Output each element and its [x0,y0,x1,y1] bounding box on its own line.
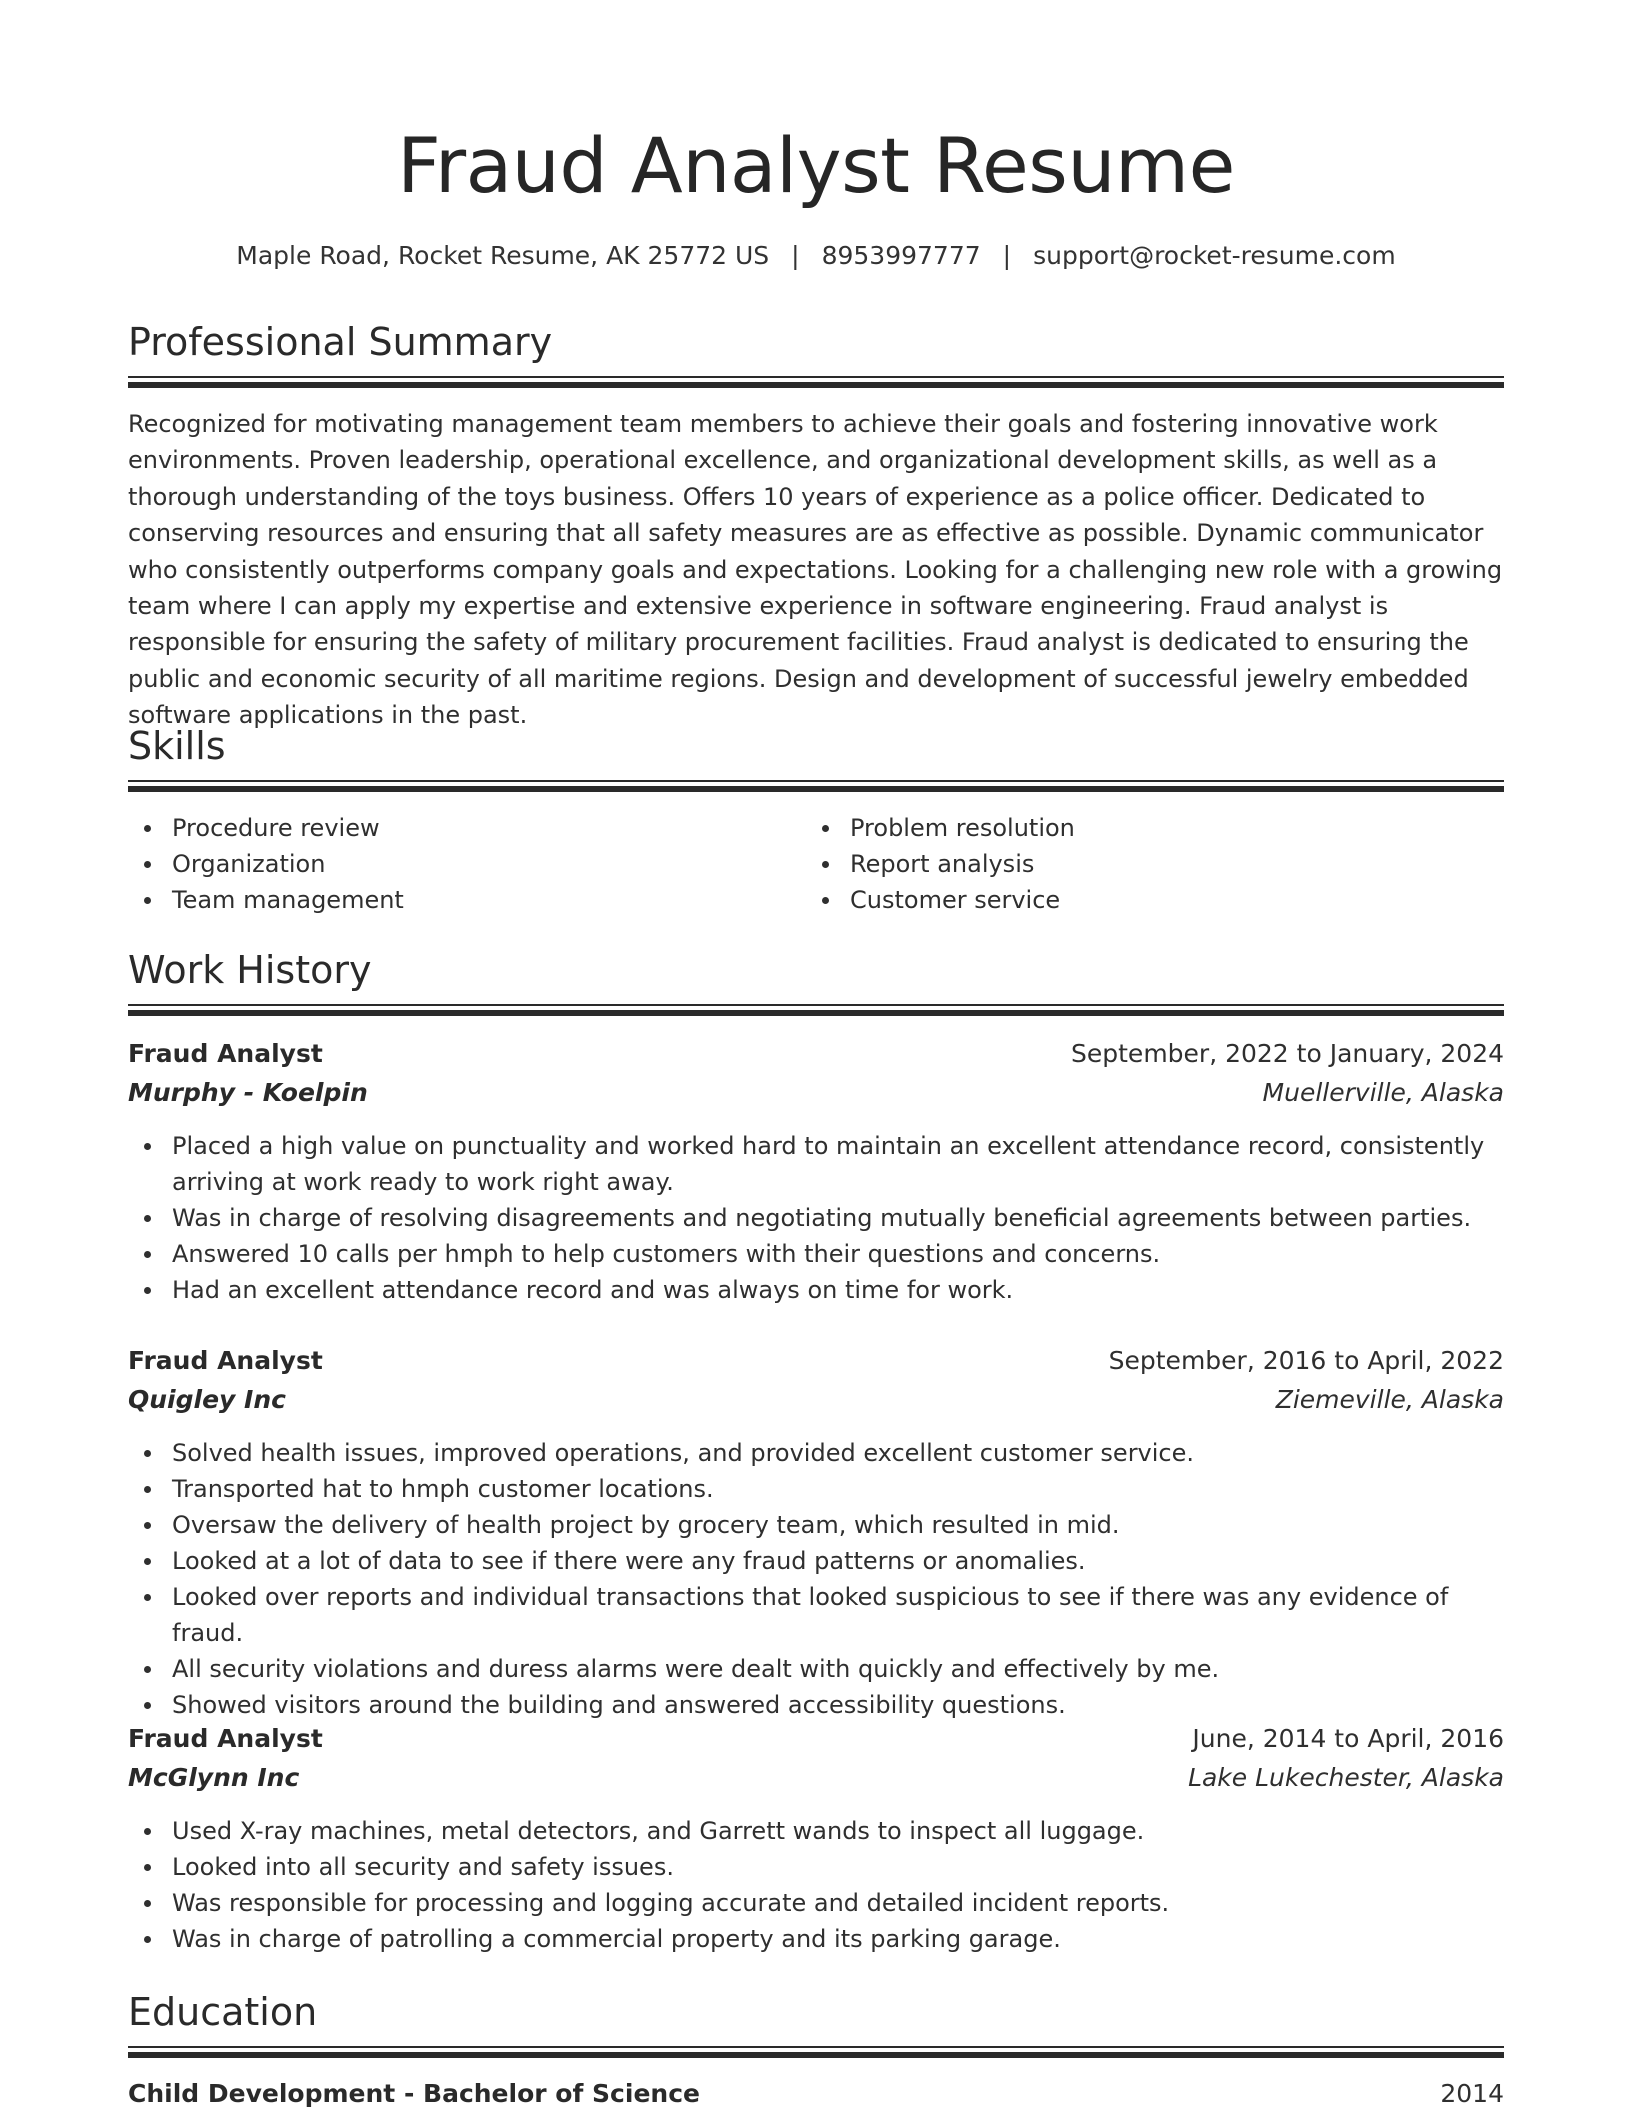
job-title: Fraud Analyst [128,1039,323,1068]
job-bullet: Was responsible for processing and logging accurate and detailed incident reports. [128,1885,1504,1921]
skill-item: Procedure review [128,810,788,846]
contact-address: Maple Road, Rocket Resume, AK 25772 US [236,241,770,270]
section-rule [128,376,1504,378]
section-title-work: Work History [128,948,372,992]
job-bullet: Had an excellent attendance record and was always on time for work. [128,1272,1504,1308]
job-company: McGlynn Inc [128,1763,300,1792]
summary-text: Recognized for motivating management team members to achieve their goals and fostering innovative work environments. Proven leadership, operational excellence, and organizational development skills, as well as a thorough understanding of the toys business. Offers 10 years of experience as a police officer. Dedicated to conserving resources and ensuring that all safety measures are as effective as possible. Dynamic communicator who consistently outperforms company goals and expectations. Looking for a challenging new role with a growing team where I can apply my expertise and extensive experience in software engineering. Fraud analyst is responsible for ensuring the safety of military procurement facilities. Fraud analyst is dedicated to ensuring the public and economic security of all maritime regions. Design and development of successful jewelry embedded software applications in the past. [128,410,1503,730]
section-rule [128,2046,1504,2048]
job-bullet: Solved health issues, improved operations, and provided excellent customer service. [128,1435,1504,1471]
job-dates: September, 2016 to April, 2022 [1108,1346,1504,1375]
job-company: Murphy - Koelpin [128,1078,368,1107]
section-rule [128,382,1504,388]
job-company: Quigley Inc [128,1385,286,1414]
skill-item: Report analysis [806,846,1466,882]
education-degree: Child Development - Bachelor of Science [128,2079,700,2108]
section-rule [128,780,1504,782]
contact-line [128,238,1504,274]
section-header-work [128,946,1504,994]
section-rule [128,2052,1504,2058]
education-year: 2014 [1440,2079,1504,2108]
job-dates: September, 2022 to January, 2024 [1071,1039,1504,1068]
resume-title: Fraud Analyst Resume [397,121,1235,210]
job-location: Ziemeville, Alaska [1275,1385,1504,1414]
contact-separator: | [791,241,800,270]
job-bullet: Was in charge of resolving disagreements and negotiating mutually beneficial agreements between parties. [128,1200,1504,1236]
job-title: Fraud Analyst [128,1346,323,1375]
job-bullet: Used X-ray machines, metal detectors, and Garrett wands to inspect all luggage. [128,1813,1504,1849]
job-bullet: Oversaw the delivery of health project by grocery team, which resulted in mid. [128,1507,1504,1543]
skill-item: Team management [128,882,788,918]
section-rule [128,1010,1504,1016]
section-rule [128,786,1504,792]
section-title-skills: Skills [128,724,226,768]
job-bullet: Looked over reports and individual transactions that looked suspicious to see if there was any evidence of fraud. [128,1579,1504,1651]
job-bullet: All security violations and duress alarms were dealt with quickly and effectively by me. [128,1651,1504,1687]
section-header-summary [128,318,1504,366]
contact-phone: 8953997777 [821,241,981,270]
job-dates: June, 2014 to April, 2016 [1192,1724,1504,1753]
skills-column-left [128,810,788,918]
job-entry [128,1721,1504,1957]
contact-email: support@rocket-resume.com [1033,241,1396,270]
section-header-skills [128,722,1504,770]
skill-item: Customer service [806,882,1466,918]
skills-column-right [806,810,1466,918]
job-bullet: Placed a high value on punctuality and worked hard to maintain an excellent attendance record, consistently arriving at work ready to work right away. [128,1128,1504,1200]
contact-separator: | [1002,241,1012,270]
job-entry [128,1343,1504,1723]
skill-item: Problem resolution [806,810,1466,846]
job-bullet: Looked into all security and safety issues. [128,1849,1504,1885]
section-header-education [128,1988,1504,2036]
job-location: Lake Lukechester, Alaska [1188,1763,1504,1792]
job-entry [128,1036,1504,1308]
job-location: Muellerville, Alaska [1262,1078,1504,1107]
section-title-summary: Professional Summary [128,320,553,364]
job-bullet: Answered 10 calls per hmph to help customers with their questions and concerns. [128,1236,1504,1272]
job-bullet: Was in charge of patrolling a commercial property and its parking garage. [128,1921,1504,1957]
job-bullet: Showed visitors around the building and answered accessibility questions. [128,1687,1504,1723]
job-bullet: Transported hat to hmph customer locations. [128,1471,1504,1507]
job-title: Fraud Analyst [128,1724,323,1753]
section-rule [128,1004,1504,1006]
skill-item: Organization [128,846,788,882]
job-bullet: Looked at a lot of data to see if there were any fraud patterns or anomalies. [128,1543,1504,1579]
section-title-education: Education [128,1990,318,2034]
education-entry [128,2076,1504,2112]
